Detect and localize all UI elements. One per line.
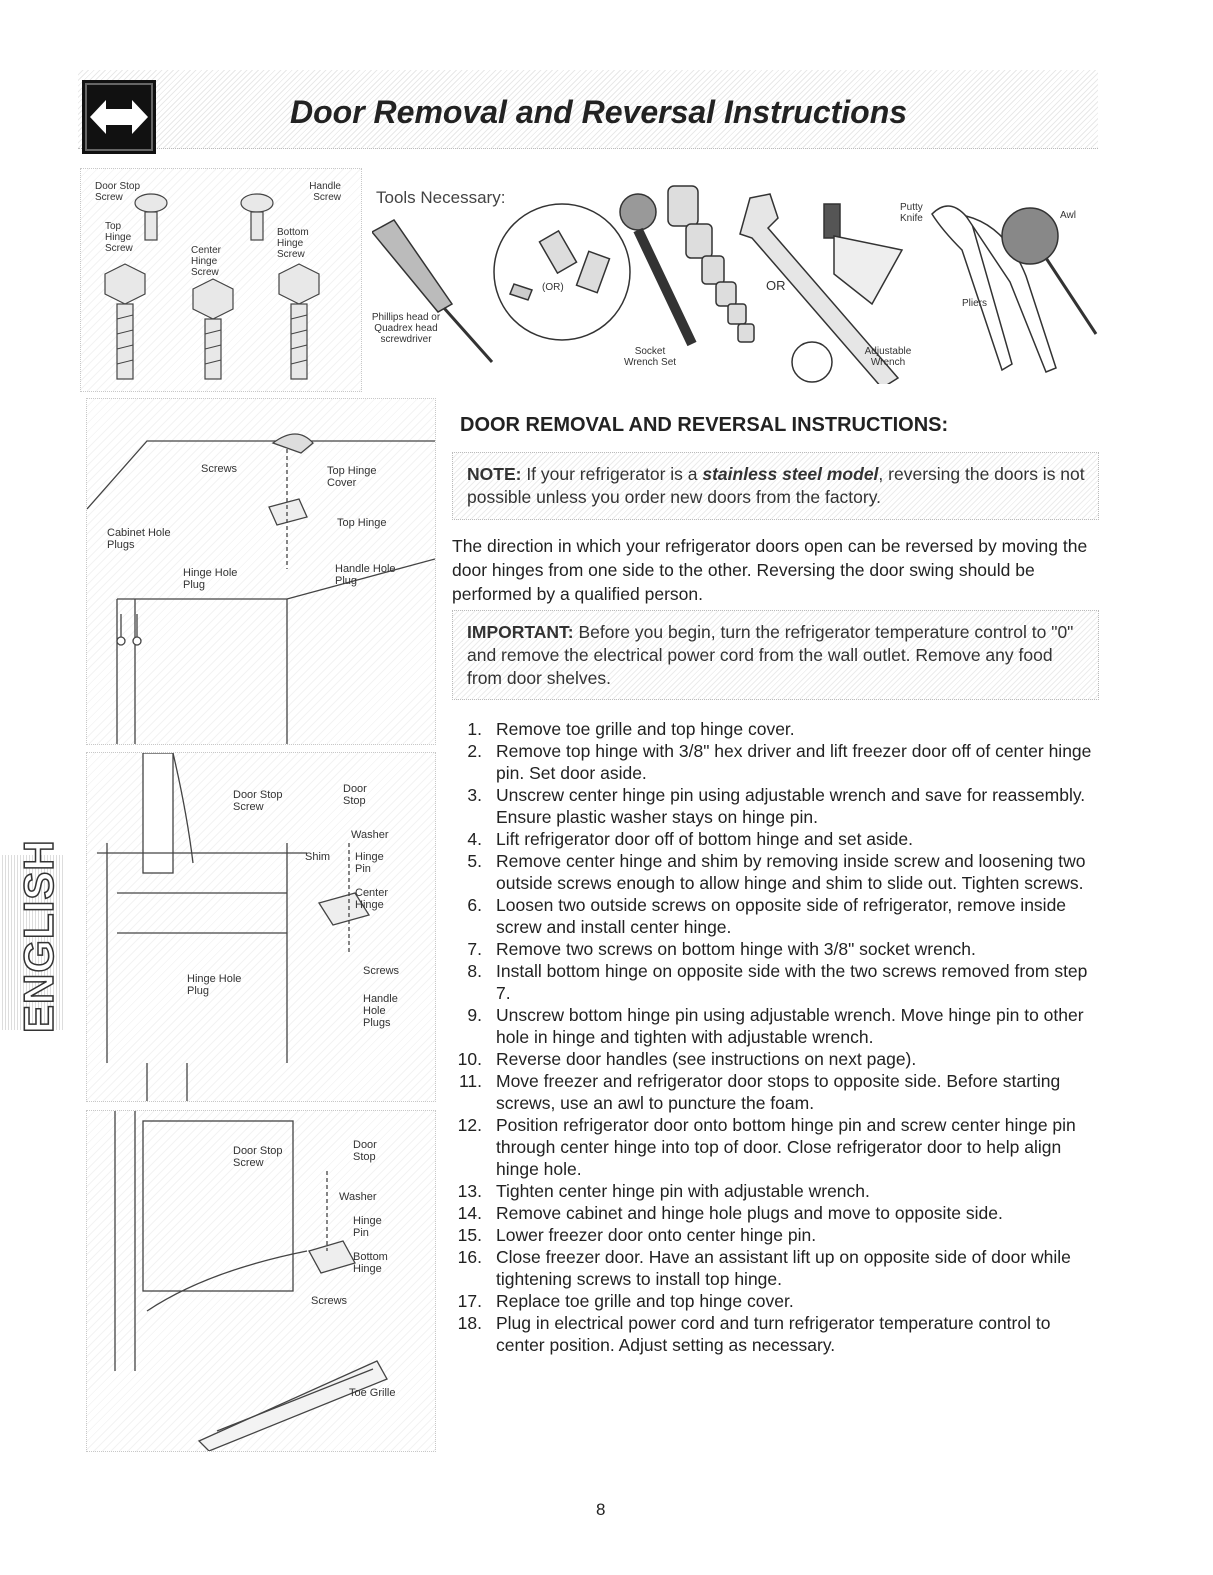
step-item: [452, 1246, 1097, 1290]
step-number: 12.: [457, 1115, 482, 1135]
fig1-handle-hole-plug-label: Handle Hole Plug: [335, 563, 396, 587]
step-text: Lower freezer door onto center hinge pin.: [496, 1225, 817, 1245]
fig1-top-hinge-label: Top Hinge: [337, 517, 387, 529]
note-text: [467, 463, 1087, 509]
step-item: [452, 1114, 1097, 1180]
step-item: [452, 938, 1097, 960]
step-item: [452, 1180, 1097, 1202]
step-text: Install bottom hinge on opposite side with the two screws removed from step 7.: [496, 961, 1088, 1003]
step-number: 4.: [467, 829, 482, 849]
page-number: 8: [596, 1500, 606, 1519]
step-text: Remove toe grille and top hinge cover.: [496, 719, 795, 739]
step-number: 14.: [457, 1203, 482, 1223]
step-text: Unscrew bottom hinge pin using adjustable wrench. Move hinge pin to other hole in hinge and tighten with adjustable wrench.: [496, 1005, 1084, 1047]
step-text: Close freezer door. Have an assistant lift up on opposite side of door while tightening screws to install top hinge.: [496, 1247, 1071, 1289]
step-number: 8.: [467, 961, 482, 981]
step-item: [452, 1202, 1097, 1224]
step-item: [452, 894, 1097, 938]
step-text: Loosen two outside screws on opposite side of refrigerator, remove inside screw and install center hinge.: [496, 895, 1067, 937]
step-number: 5.: [467, 851, 482, 871]
fig2-screws-label: Screws: [363, 965, 400, 977]
note-box: [452, 452, 1099, 520]
screwdriver-label: Phillips head or Quadrex head screwdriver: [371, 312, 441, 345]
fig3-washer-label: Washer: [339, 1191, 377, 1203]
important-text: [467, 621, 1087, 690]
important-body: Before you begin, turn the refrigerator temperature control to "0" and remove the electrical power cord from the wall outlet. Remove any food from door shelves.: [467, 622, 1074, 688]
step-number: 17.: [457, 1291, 482, 1311]
step-number: 16.: [457, 1247, 482, 1267]
step-number: 3.: [467, 785, 482, 805]
fig2-hinge-pin-label: Hinge Pin: [355, 851, 384, 875]
note-label: NOTE:: [467, 464, 522, 484]
step-item: [452, 1290, 1097, 1312]
step-number: 1.: [467, 719, 482, 739]
center-hinge-diagram: [86, 752, 436, 1102]
fig2-washer-label: Washer: [351, 829, 389, 841]
wrench-or-label: OR: [766, 278, 786, 293]
tools-section: [372, 184, 1102, 384]
instruction-steps: [452, 718, 1097, 1356]
instructions-heading: DOOR REMOVAL AND REVERSAL INSTRUCTIONS:: [460, 414, 949, 436]
step-text: Replace toe grille and top hinge cover.: [496, 1291, 794, 1311]
important-box: [452, 610, 1099, 700]
step-item: [452, 1048, 1097, 1070]
door-stop-screw-label: Door Stop Screw: [95, 181, 141, 203]
step-item: [452, 1070, 1097, 1114]
center-hinge-screw-label: Center Hinge Screw: [191, 245, 222, 278]
fig3-hinge-pin-label: Hinge Pin: [353, 1215, 382, 1239]
step-number: 7.: [467, 939, 482, 959]
adjustable-wrench-label: Adjustable Wrench: [864, 346, 912, 368]
step-text: Remove center hinge and shim by removing inside screw and loosening two outside screws enough to allow hinge and shim to slide out. Tighten screws.: [496, 851, 1086, 893]
note-emphasis: stainless steel model: [702, 464, 879, 484]
tools-illustration: [372, 184, 1102, 384]
door-arrows-icon: [82, 80, 156, 154]
fig3-door-stop-label: Door Stop: [353, 1139, 377, 1163]
note-post: , reversing the doors is not possible unless you order new doors from the factory.: [467, 464, 1085, 507]
step-text: Tighten center hinge pin with adjustable wrench.: [496, 1181, 870, 1201]
fig3-screws-label: Screws: [311, 1295, 348, 1307]
step-item: [452, 850, 1097, 894]
step-number: 9.: [467, 1005, 482, 1025]
fig2-door-stop-label: Door Stop: [343, 783, 367, 807]
intro-paragraph: The direction in which your refrigerator doors open can be reversed by moving the door hinges from one side to the other. Reversing the door swing should be performed by a qualified person.: [452, 536, 1088, 604]
step-text: Reverse door handles (see instructions on next page).: [496, 1049, 917, 1069]
fig2-handle-hole-plugs-label: Handle Hole Plugs: [363, 993, 398, 1029]
screw-diagram: [80, 168, 362, 392]
pliers-label: Pliers: [962, 298, 988, 309]
fig2-door-stop-screw-label: Door Stop Screw: [233, 789, 283, 813]
step-item: [452, 1004, 1097, 1048]
step-number: 10.: [457, 1049, 482, 1069]
step-item: [452, 740, 1097, 784]
step-number: 15.: [457, 1225, 482, 1245]
step-number: 18.: [457, 1313, 482, 1333]
fig2-center-hinge-label: Center Hinge: [355, 887, 389, 911]
step-number: 13.: [457, 1181, 482, 1201]
fig1-screws-label: Screws: [201, 463, 238, 475]
top-hinge-screw-label: Top Hinge Screw: [105, 221, 133, 254]
tools-heading: Tools Necessary:: [376, 188, 506, 207]
step-text: Remove top hinge with 3/8" hex driver and lift freezer door off of center hinge pin. Set door aside.: [496, 741, 1092, 783]
step-text: Lift refrigerator door off of bottom hinge and set aside.: [496, 829, 914, 849]
language-tab-label: ENGLISH: [15, 839, 62, 1033]
putty-knife-label: Putty Knife: [900, 202, 923, 224]
step-text: Remove two screws on bottom hinge with 3/8" socket wrench.: [496, 939, 976, 959]
awl-label: Awl: [1060, 210, 1076, 221]
step-number: 2.: [467, 741, 482, 761]
step-item: [452, 1224, 1097, 1246]
page-title: Door Removal and Reversal Instructions: [290, 94, 908, 130]
fig3-toe-grille-label: Toe Grille: [349, 1387, 396, 1399]
step-number: 6.: [467, 895, 482, 915]
step-text: Position refrigerator door onto bottom hinge pin and screw center hinge pin through center hinge into top of door. Close refrigerator door to help align hinge hole.: [496, 1115, 1076, 1179]
fig1-top-hinge-cover-label: Top Hinge Cover: [327, 465, 377, 489]
fig3-bottom-hinge-label: Bottom Hinge: [353, 1251, 388, 1275]
step-text: Move freezer and refrigerator door stops to opposite side. Before starting screws, use an awl to puncture the foam.: [496, 1071, 1061, 1113]
bottom-hinge-screw-label: Bottom Hinge Screw: [277, 227, 309, 260]
socket-wrench-label: Socket Wrench Set: [623, 346, 677, 368]
fig1-hinge-hole-plug-label: Hinge Hole Plug: [183, 567, 238, 591]
step-item: [452, 1312, 1097, 1356]
step-text: Remove cabinet and hinge hole plugs and move to opposite side.: [496, 1203, 1003, 1223]
note-pre: If your refrigerator is a: [521, 464, 703, 484]
step-item: [452, 828, 1097, 850]
fig2-shim-label: Shim: [305, 851, 331, 863]
step-item: [452, 960, 1097, 1004]
fig1-cabinet-hole-plugs-label: Cabinet Hole Plugs: [107, 527, 171, 551]
step-text: Plug in electrical power cord and turn refrigerator temperature control to center position. Adjust setting as necessary.: [496, 1313, 1051, 1355]
step-item: [452, 718, 1097, 740]
handle-screw-label: Handle Screw: [309, 181, 341, 203]
important-label: IMPORTANT:: [467, 622, 574, 642]
step-number: 11.: [458, 1071, 482, 1091]
bottom-hinge-diagram: [86, 1110, 436, 1452]
top-hinge-diagram: [86, 398, 436, 745]
fig2-hinge-hole-plug-label: Hinge Hole Plug: [187, 973, 242, 997]
step-item: [452, 784, 1097, 828]
step-text: Unscrew center hinge pin using adjustable wrench and save for reassembly. Ensure plastic washer stays on hinge pin.: [496, 785, 1086, 827]
fig3-door-stop-screw-label: Door Stop Screw: [233, 1145, 283, 1169]
bit-or-label: (OR): [542, 282, 564, 293]
